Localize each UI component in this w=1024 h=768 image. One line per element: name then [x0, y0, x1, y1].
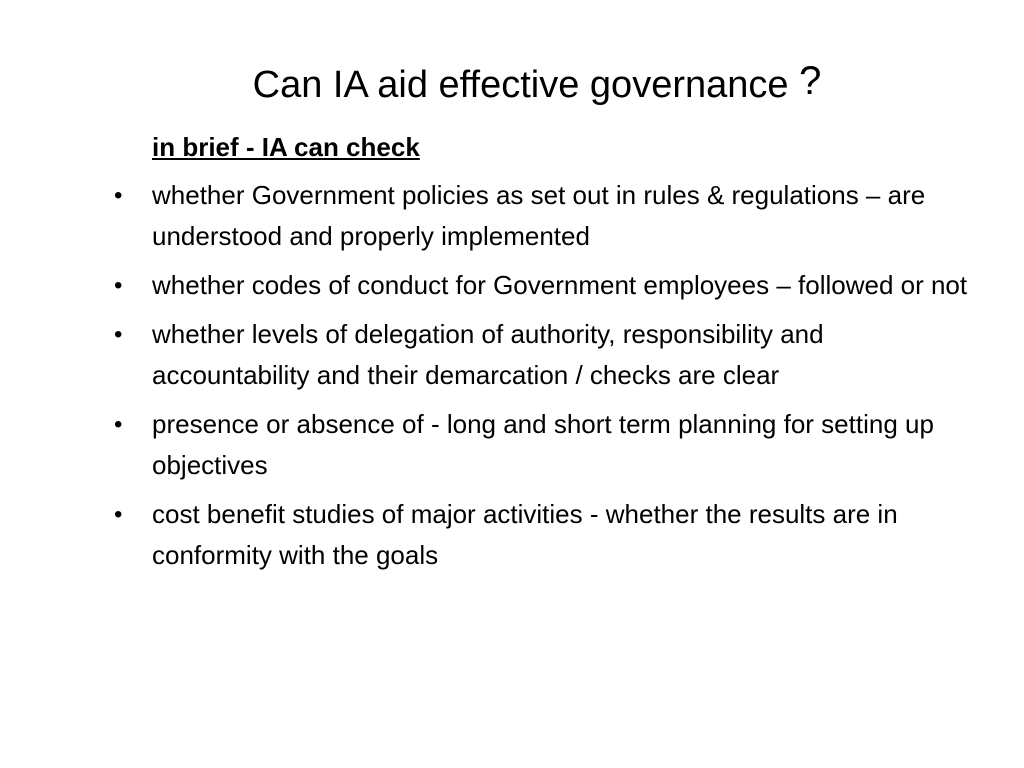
- bullet-dot-icon: •: [114, 182, 123, 209]
- slide-title: [0, 56, 1024, 113]
- bullet-item: [108, 494, 988, 576]
- bullet-item: [108, 404, 988, 486]
- bullet-dot-icon: •: [114, 411, 123, 438]
- bullet-text: whether codes of conduct for Government employees – followed or not: [152, 270, 968, 300]
- subheading: in brief - IA can check: [152, 132, 420, 162]
- slide-title-text: Can IA aid effective governance: [252, 64, 789, 106]
- bullet-list: [108, 175, 988, 576]
- bullet-dot-icon: •: [114, 501, 123, 528]
- bullet-item: [108, 175, 988, 257]
- slide-title-question-mark: ?: [799, 59, 822, 103]
- bullet-dot-icon: •: [114, 321, 123, 348]
- bullet-text: whether Government policies as set out in rules & regulations – are understood and properly implemented: [152, 180, 926, 251]
- bullet-item: [108, 265, 988, 306]
- bullet-text: cost benefit studies of major activities - whether the results are in conformity with the goals: [152, 499, 898, 570]
- bullet-item: [108, 314, 988, 396]
- bullet-dot-icon: •: [114, 272, 123, 299]
- bullet-text: presence or absence of - long and short term planning for setting up objectives: [152, 409, 934, 480]
- bullet-text: whether levels of delegation of authority, responsibility and accountability and their demarcation / checks are clear: [152, 319, 824, 390]
- slide-content: [108, 127, 988, 584]
